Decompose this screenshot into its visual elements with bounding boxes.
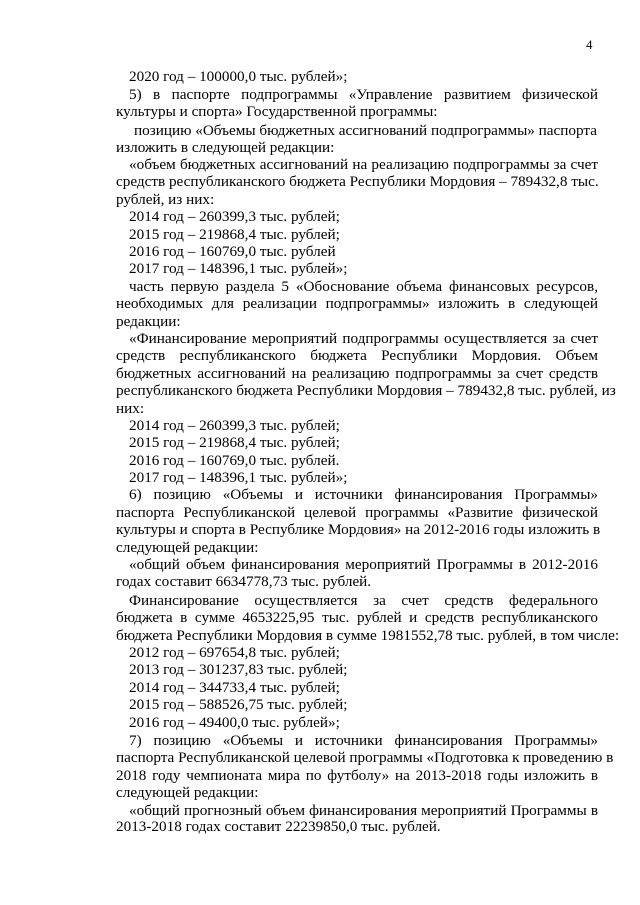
- text-line: 2020 год – 100000,0 тыс. рублей»;: [129, 68, 348, 85]
- text-line: 5) в паспорте подпрограммы «Управление развитием физической: [129, 86, 598, 104]
- text-line: 6) позицию «Объемы и источники финансирования Программы»: [129, 486, 598, 504]
- text-line: 2017 год – 148396,1 тыс. рублей»;: [129, 260, 348, 278]
- text-line: 2015 год – 588526,75 тыс. рублей;: [129, 696, 348, 714]
- text-line: паспорта Республиканской целевой программы «Подготовка к проведению в: [116, 749, 614, 767]
- text-line: 2018 году чемпионата мира по футболу» на 2013-2018 годы изложить в: [116, 766, 598, 784]
- text-line: годах составит 6634778,73 тыс. рублей.: [116, 573, 372, 591]
- text-line: следующей редакции:: [116, 784, 259, 802]
- text-line: редакции:: [116, 312, 181, 330]
- text-line: культуры и спорта» Государственной программы:: [116, 102, 438, 120]
- text-line: «общий объем финансирования мероприятий Программы в 2012-2016: [129, 556, 598, 574]
- text-line: 2015 год – 219868,4 тыс. рублей;: [129, 225, 340, 243]
- text-line: следующей редакции:: [116, 538, 259, 556]
- text-line: 2017 год – 148396,1 тыс. рублей»;: [129, 469, 348, 487]
- text-line: 2015 год – 219868,4 тыс. рублей;: [129, 434, 340, 452]
- text-line: «Финансирование мероприятий подпрограммы осуществляется за счет: [129, 329, 598, 347]
- text-line: 2016 год – 49400,0 тыс. рублей»;: [129, 713, 340, 731]
- page-number: 4: [586, 37, 593, 52]
- text-line: «общий прогнозный объем финансирования мероприятий Программы в: [129, 801, 598, 819]
- text-line: 2014 год – 344733,4 тыс. рублей;: [129, 678, 340, 696]
- text-line: 2016 год – 160769,0 тыс. рублей.: [129, 451, 340, 469]
- text-line: паспорта Республиканской целевой программы «Развитие физической: [116, 503, 598, 521]
- text-line: бюджетных ассигнований на реализацию подпрограммы за счет средств: [116, 364, 598, 382]
- text-line: необходимых для реализации подпрограммы» изложить в следующей: [116, 295, 598, 313]
- text-line: «объем бюджетных ассигнований на реализацию подпрограммы за счет: [129, 155, 598, 173]
- text-line: 7) позицию «Объемы и источники финансирования Программы»: [129, 731, 598, 749]
- text-line: бюджета в сумме 4653225,95 тыс. рублей и средств республиканского: [116, 609, 598, 627]
- text-line: часть первую раздела 5 «Обоснование объема финансовых ресурсов,: [129, 277, 598, 295]
- text-line: позицию «Объемы бюджетных ассигнований подпрограммы» паспорта: [134, 122, 597, 140]
- text-line: 2012 год – 697654,8 тыс. рублей;: [129, 644, 340, 661]
- text-line: Финансирование осуществляется за счет средств федерального: [129, 591, 598, 609]
- text-line: средств республиканского бюджета Республики Мордовия – 789432,8 тыс.: [116, 173, 599, 191]
- text-line: 2014 год – 260399,3 тыс. рублей;: [129, 208, 340, 226]
- text-line: 2013 год – 301237,83 тыс. рублей;: [129, 661, 348, 679]
- text-line: них:: [116, 399, 145, 417]
- text-line: рублей, из них:: [116, 190, 215, 208]
- text-line: культуры и спорта в Республике Мордовия» на 2012-2016 годы изложить в: [116, 521, 601, 539]
- text-line: республиканского бюджета Республики Мордовия – 789432,8 тыс. рублей, из: [116, 382, 616, 400]
- text-line: бюджета Республики Мордовия в сумме 1981552,78 тыс. рублей, в том числе:: [116, 626, 620, 644]
- text-line: средств республиканского бюджета Республики Мордовия. Объем: [116, 347, 598, 365]
- text-line: 2014 год – 260399,3 тыс. рублей;: [129, 416, 340, 434]
- text-line: изложить в следующей редакции:: [116, 138, 335, 156]
- text-line: 2013-2018 годах составит 22239850,0 тыс. рублей.: [116, 818, 441, 835]
- text-line: 2016 год – 160769,0 тыс. рублей: [129, 242, 336, 260]
